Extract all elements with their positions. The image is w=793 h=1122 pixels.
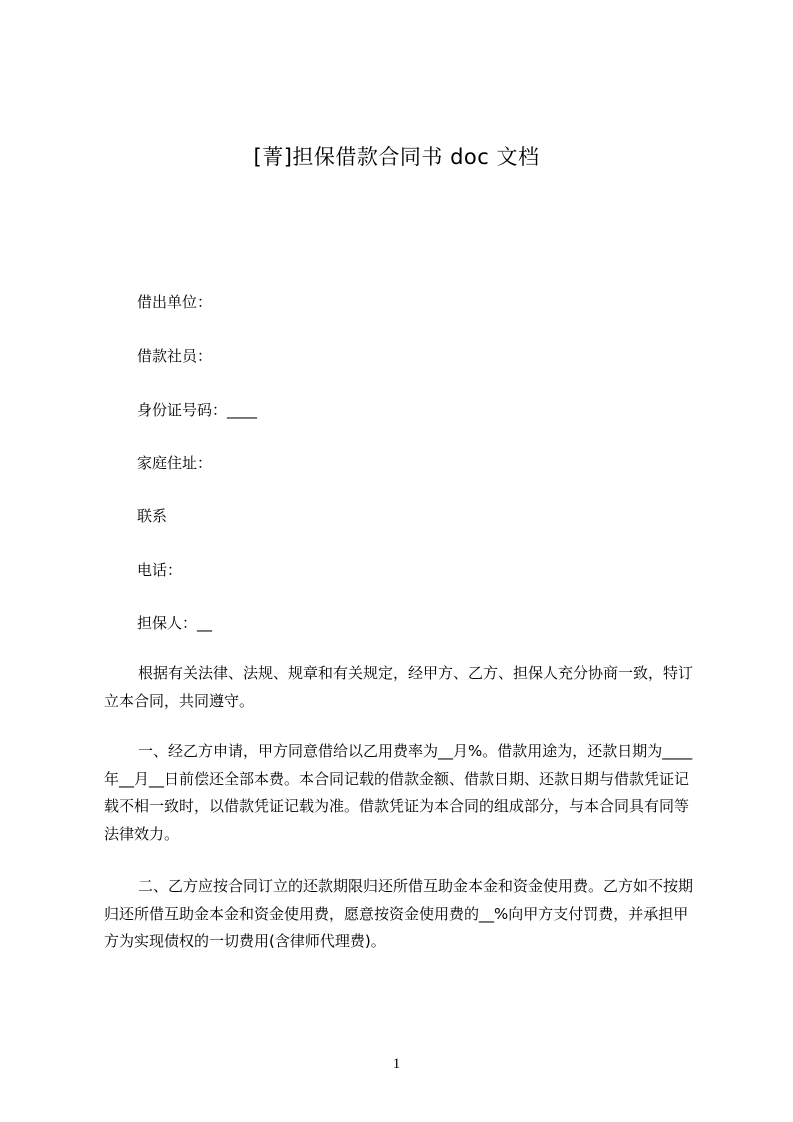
field-contact: 联系	[137, 507, 168, 525]
field-id-number: 身份证号码：____	[137, 401, 258, 419]
document-title: [菁]担保借款合同书 doc 文档	[253, 145, 540, 169]
field-lender-unit: 借出单位：	[137, 293, 213, 311]
paragraph-preamble: 根据有关法律、法规、规章和有关规定，经甲方、乙方、担保人充分协商一致，特订立本合同，共同遵守。	[104, 664, 694, 710]
page-number: 1	[392, 1056, 401, 1072]
field-phone: 电话：	[137, 561, 183, 579]
paragraph-clause-1: 一、经乙方申请，甲方同意借给以乙用费率为__月%。借款用途为，还款日期为____年__月__日前偿还全部本费。本合同记载的借款金额、借款日期、还款日期与借款凭证记载不相一致时，以借款凭证记载为准。借款凭证为本合同的组成部分，与本合同具有同等法律效力。	[104, 742, 693, 843]
field-guarantor: 担保人：__	[137, 614, 213, 632]
field-home-address: 家庭住址：	[137, 454, 213, 472]
paragraph-clause-2: 二、乙方应按合同订立的还款期限归还所借互助金本金和资金使用费。乙方如不按期归还所借互助金本金和资金使用费，愿意按资金使用费的__%向甲方支付罚费，并承担甲方为实现债权的一切费用(含律师代理费)。	[104, 877, 694, 950]
field-borrower: 借款社员：	[137, 347, 213, 365]
